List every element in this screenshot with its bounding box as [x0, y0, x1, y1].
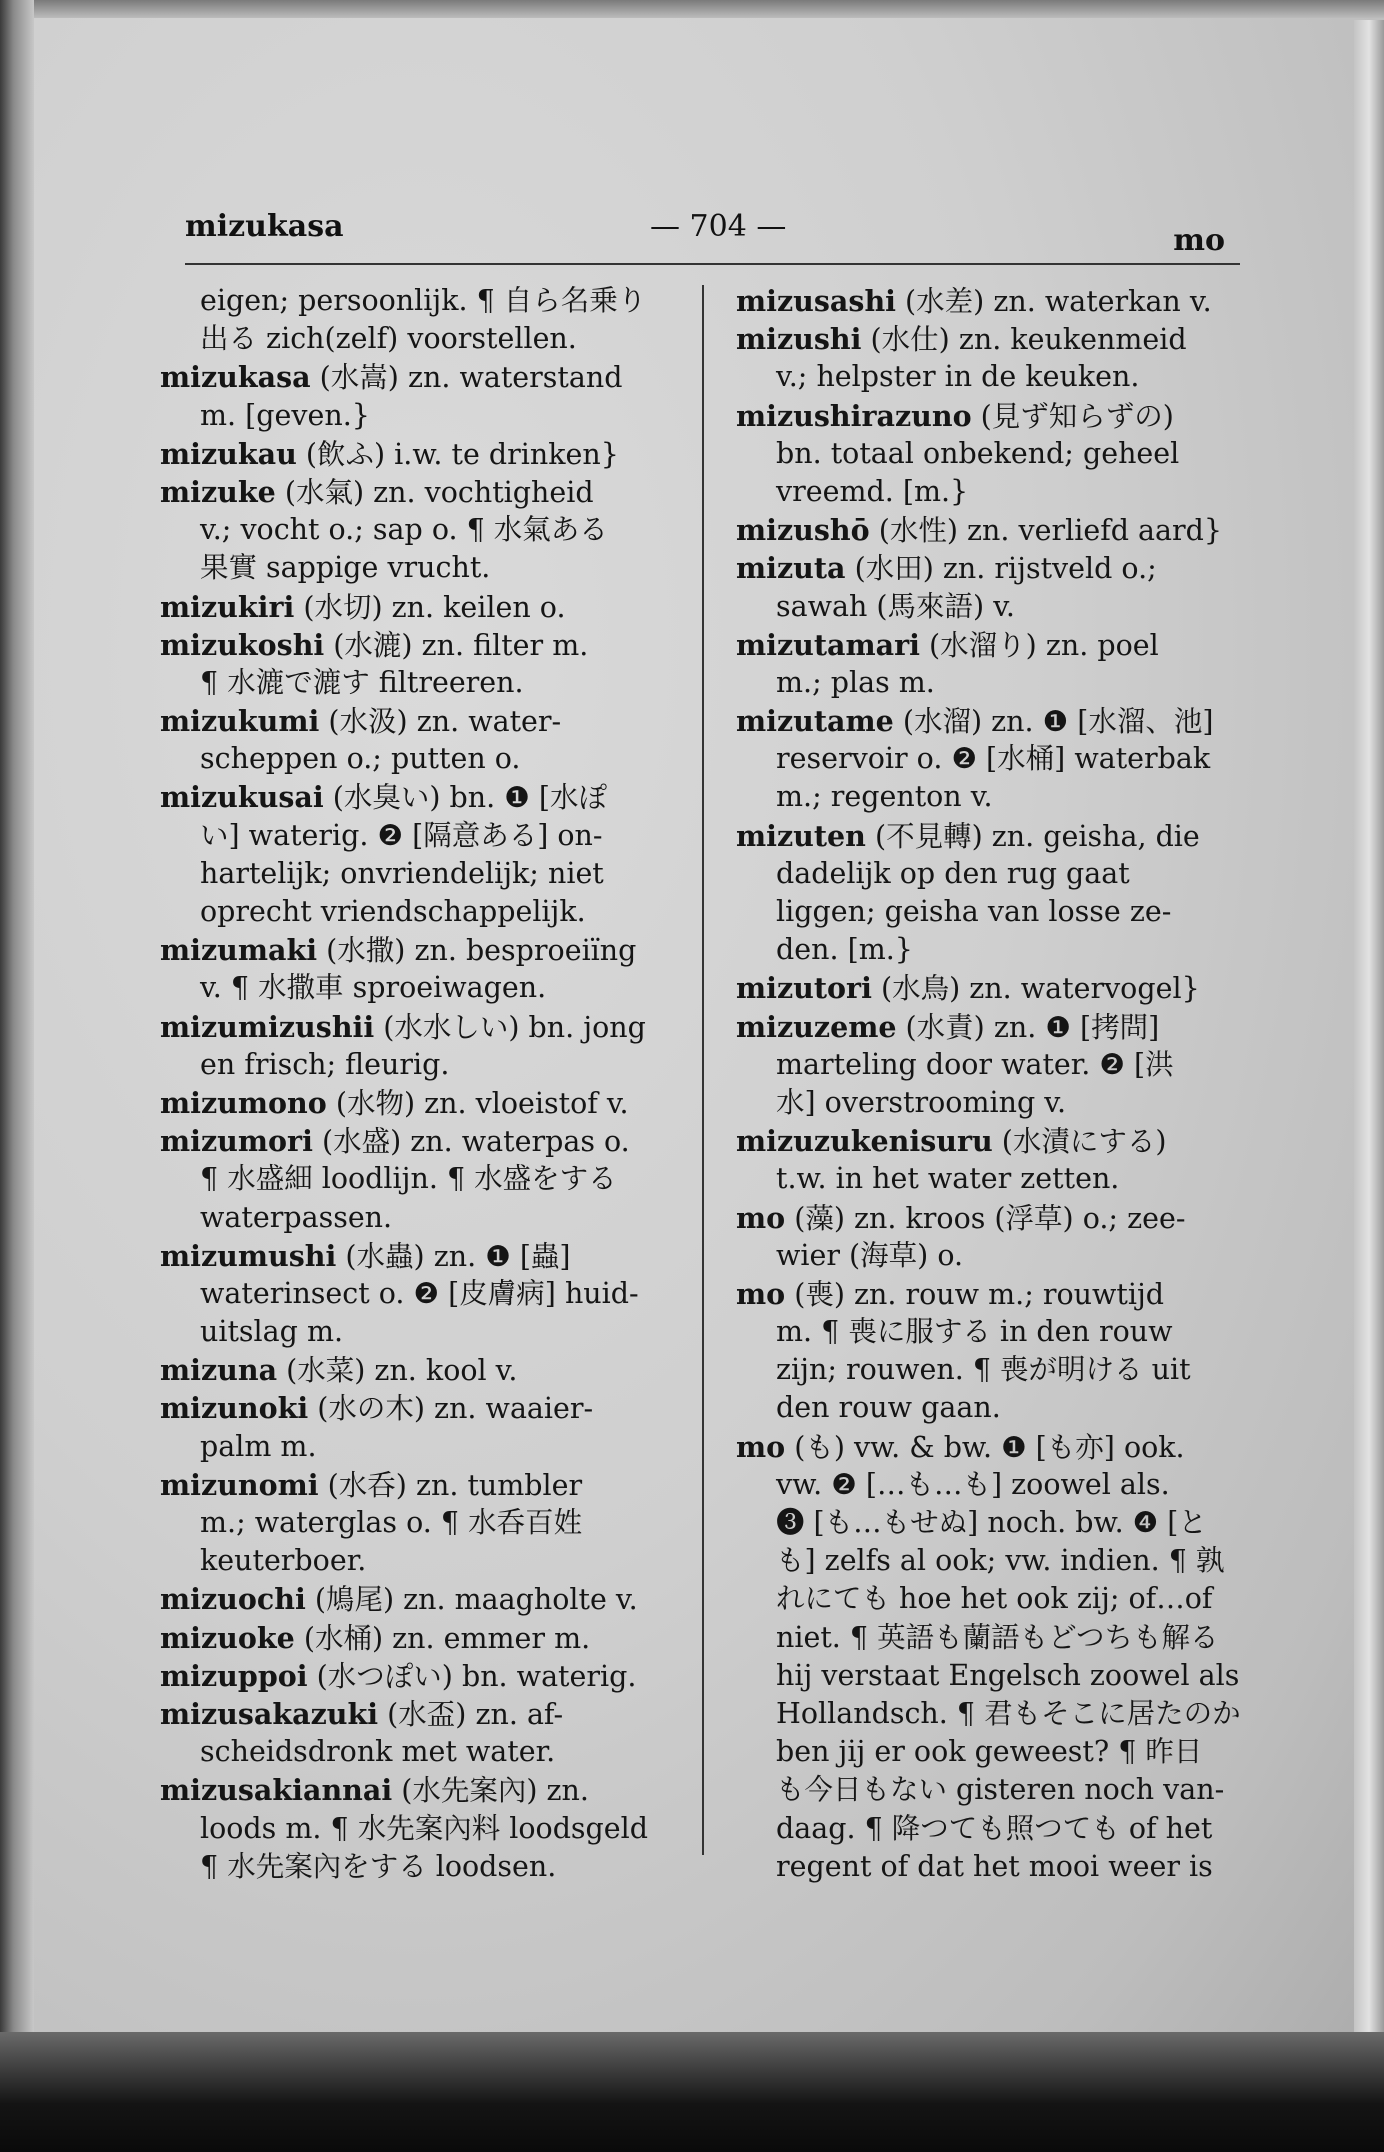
entry-line: mizunoki (水の木) zn. waaier- — [160, 1391, 594, 1426]
entry-line: uitslag m. — [200, 1315, 344, 1349]
headword: mizuke — [160, 474, 276, 509]
entry-line: zijn; rouwen. ¶ 喪が明ける uit — [776, 1353, 1191, 1387]
headword: mizusakiannai — [160, 1773, 393, 1808]
headword: mizukusai — [160, 780, 324, 815]
entry-line: mizumushi (水蟲) zn. ❶ [蟲] — [160, 1238, 571, 1273]
entry-line: m. ¶ 喪に服する in den rouw — [776, 1315, 1173, 1349]
headword: mizushi — [736, 322, 862, 357]
entry-line: keuterboer. — [200, 1544, 367, 1578]
entry-line: loods m. ¶ 水先案內料 loodsgeld — [200, 1811, 649, 1845]
entry-line: 出る zich(zelf) voorstellen. — [200, 322, 577, 356]
header-rule — [185, 263, 1240, 265]
entry-line: mizukiri (水切) zn. keilen o. — [160, 589, 566, 624]
page-top-edge — [0, 0, 1384, 18]
entry-line: m.; waterglas o. ¶ 水呑百姓 — [200, 1506, 583, 1539]
headword: mizuzeme — [736, 1009, 897, 1044]
entry-line: mizukusai (水臭い) bn. ❶ [水ぽ — [160, 780, 608, 815]
headword: mizuochi — [160, 1582, 306, 1617]
entry-line: scheppen o.; putten o. — [200, 742, 521, 776]
entry-line: bn. totaal onbekend; geheel — [776, 436, 1180, 470]
page-number: — 704 — — [650, 209, 787, 244]
headword: mizuppoi — [160, 1658, 308, 1693]
entry-line: dadelijk op den rug gaat — [776, 856, 1130, 890]
entry-line: mizuke (水氣) zn. vochtigheid — [160, 474, 594, 509]
entry-line: mizushi (水仕) zn. keukenmeid — [736, 322, 1187, 357]
entry-line: en frisch; fleurig. — [200, 1047, 450, 1081]
headword: mizushirazuno — [736, 398, 972, 433]
entry-line: hij verstaat Engelsch zoowel als — [776, 1658, 1240, 1692]
headword: mizumori — [160, 1124, 313, 1159]
entry-line: mizumono (水物) zn. vloeistof v. — [160, 1085, 629, 1120]
headword: mizuna — [160, 1353, 278, 1388]
column-divider — [702, 285, 704, 1855]
entry-line: den. [m.} — [776, 933, 913, 967]
entry-line: mizusakiannai (水先案內) zn. — [160, 1773, 589, 1808]
entry-line: niet. ¶ 英語も蘭語もどつちも解る — [776, 1620, 1219, 1654]
page-header — [185, 205, 1245, 258]
entry-line: v. ¶ 水撒車 sproeiwagen. — [200, 971, 547, 1005]
header-guide-word-right: mo — [1173, 223, 1225, 258]
headword: mizutame — [736, 704, 894, 739]
headword: mizunomi — [160, 1467, 319, 1502]
background-shadow — [0, 2032, 1384, 2152]
entry-line: mizukoshi (水漉) zn. filter m. — [160, 627, 589, 662]
entry-line: mizukumi (水汲) zn. water- — [160, 704, 562, 739]
entry-line: marteling door water. ❷ [洪 — [776, 1047, 1174, 1081]
entry-line: eigen; persoonlijk. ¶ 自ら名乗り — [200, 284, 647, 317]
next-page-edge — [1354, 20, 1384, 2060]
entry-line: m.; plas m. — [776, 665, 935, 699]
entry-line: ¶ 水盛細 loodlijn. ¶ 水盛をする — [200, 1162, 617, 1196]
entry-line: scheidsdronk met water. — [200, 1735, 556, 1769]
headword: mizumizushii — [160, 1009, 375, 1044]
entry-line: wier (海草) o. — [776, 1238, 964, 1272]
entry-line: m.; regenton v. — [776, 780, 993, 814]
entry-line: mizumori (水盛) zn. waterpas o. — [160, 1124, 630, 1159]
headword: mizushō — [736, 513, 870, 548]
entry-line: v.; vocht o.; sap o. ¶ 水氣ある — [200, 513, 608, 547]
entry-line: mizukau (飲ふ) i.w. te drinken} — [160, 436, 619, 471]
entry-line: 水] overstrooming v. — [776, 1085, 1067, 1119]
entry-line: れにても hoe het ook zij; of…of — [776, 1582, 1213, 1616]
entry-line: mizuta (水田) zn. rijstveld o.; — [736, 551, 1157, 586]
entry-line: mizusashi (水差) zn. waterkan v. — [736, 284, 1212, 318]
entry-line: mizuzeme (水責) zn. ❶ [拷問] — [736, 1009, 1160, 1044]
book-spine-edge — [0, 0, 34, 2152]
entry-line: v.; helpster in de keuken. — [776, 360, 1140, 394]
entry-line: mizushō (水性) zn. verliefd aard} — [736, 513, 1223, 548]
entry-line: ¶ 水先案內をする loodsen. — [200, 1849, 557, 1883]
entry-line: mizukasa (水嵩) zn. waterstand — [160, 360, 623, 395]
entry-line: mizutame (水溜) zn. ❶ [水溜、池] — [736, 704, 1214, 739]
headword: mizumaki — [160, 933, 318, 968]
entry-line: liggen; geisha van losse ze- — [776, 895, 1172, 928]
entry-line: mizushirazuno (見ず知らずの) — [736, 398, 1174, 433]
headword: mo — [736, 1429, 786, 1464]
entry-line: ¶ 水漉で漉す filtreeren. — [200, 665, 524, 699]
entry-line: mizuzukenisuru (水漬にする) — [736, 1124, 1167, 1159]
headword: mizusakazuki — [160, 1696, 379, 1731]
entry-line: mizuna (水菜) zn. kool v. — [160, 1353, 518, 1388]
entry-line: regent of dat het mooi weer is — [776, 1849, 1213, 1883]
entry-line: も今日もない gisteren noch van- — [776, 1773, 1225, 1807]
entry-line: mizusakazuki (水盃) zn. af- — [160, 1696, 564, 1731]
entry-line: sawah (馬來語) v. — [776, 589, 1015, 623]
headword: mizukiri — [160, 589, 295, 624]
headword: mizusashi — [736, 284, 896, 318]
entry-line: m. [geven.} — [200, 398, 370, 432]
header-guide-word-left: mizukasa — [185, 209, 344, 244]
entry-line: ❸ [も…もせぬ] noch. bw. ❹ [と — [776, 1506, 1207, 1539]
entry-line: Hollandsch. ¶ 君もそこに居たのか — [776, 1696, 1241, 1730]
entry-line: mizutamari (水溜り) zn. poel — [736, 627, 1159, 662]
entry-line: 果實 sappige vrucht. — [200, 551, 491, 585]
entry-line: も] zelfs al ook; vw. indien. ¶ 孰 — [776, 1544, 1225, 1578]
entry-line: vw. ❷ […も…も] zoowel als. — [776, 1467, 1170, 1501]
entry-line: mizuoke (水桶) zn. emmer m. — [160, 1620, 591, 1655]
right-column — [736, 282, 1246, 1886]
headword: mizukumi — [160, 704, 320, 739]
headword: mizutamari — [736, 627, 920, 662]
entry-line: mizunomi (水呑) zn. tumbler — [160, 1467, 583, 1502]
entry-line: waterinsect o. ❷ [皮膚病] huid- — [200, 1276, 639, 1310]
headword: mizukoshi — [160, 627, 325, 662]
entry-line: ben jij er ook geweest? ¶ 昨日 — [776, 1735, 1203, 1769]
entry-line: い] waterig. ❷ [隔意ある] on- — [200, 818, 603, 852]
entry-line: waterpassen. — [200, 1200, 393, 1234]
entry-line: reservoir o. ❷ [水桶] waterbak — [776, 742, 1211, 776]
left-column — [160, 282, 690, 1886]
entry-line: mo (藻) zn. kroos (浮草) o.; zee- — [736, 1200, 1186, 1235]
entry-line: t.w. in het water zetten. — [776, 1162, 1120, 1196]
entry-line: den rouw gaan. — [776, 1391, 1001, 1425]
headword: mizutori — [736, 971, 872, 1006]
entry-line: mizumaki (水撒) zn. besproeiïng — [160, 933, 637, 968]
entry-line: mo (喪) zn. rouw m.; rouwtijd — [736, 1276, 1165, 1311]
headword: mizuta — [736, 551, 846, 586]
entry-line: mizumizushii (水水しい) bn. jong — [160, 1009, 646, 1044]
headword: mizukau — [160, 436, 297, 471]
entry-line: hartelijk; onvriendelijk; niet — [200, 856, 604, 890]
entry-line: vreemd. [m.} — [776, 474, 969, 508]
headword: mizunoki — [160, 1391, 309, 1426]
entry-line: mizuochi (鳩尾) zn. maagholte v. — [160, 1582, 638, 1617]
headword: mizuzukenisuru — [736, 1124, 993, 1159]
headword: mo — [736, 1200, 786, 1235]
headword: mo — [736, 1276, 786, 1311]
headword: mizumono — [160, 1085, 327, 1120]
entry-line: mo (も) vw. & bw. ❶ [も亦] ook. — [736, 1429, 1185, 1464]
headword: mizuoke — [160, 1620, 295, 1655]
entry-line: mizutori (水鳥) zn. watervogel} — [736, 971, 1200, 1006]
entry-line: mizuppoi (水つぽい) bn. waterig. — [160, 1658, 637, 1693]
entry-line: daag. ¶ 降つても照つても of het — [776, 1811, 1213, 1845]
entry-line: palm m. — [200, 1429, 317, 1463]
headword: mizukasa — [160, 360, 311, 395]
headword: mizuten — [736, 818, 866, 853]
headword: mizumushi — [160, 1238, 337, 1273]
entry-line: oprecht vriendschappelijk. — [200, 895, 586, 928]
entry-line: mizuten (不見轉) zn. geisha, die — [736, 818, 1200, 853]
